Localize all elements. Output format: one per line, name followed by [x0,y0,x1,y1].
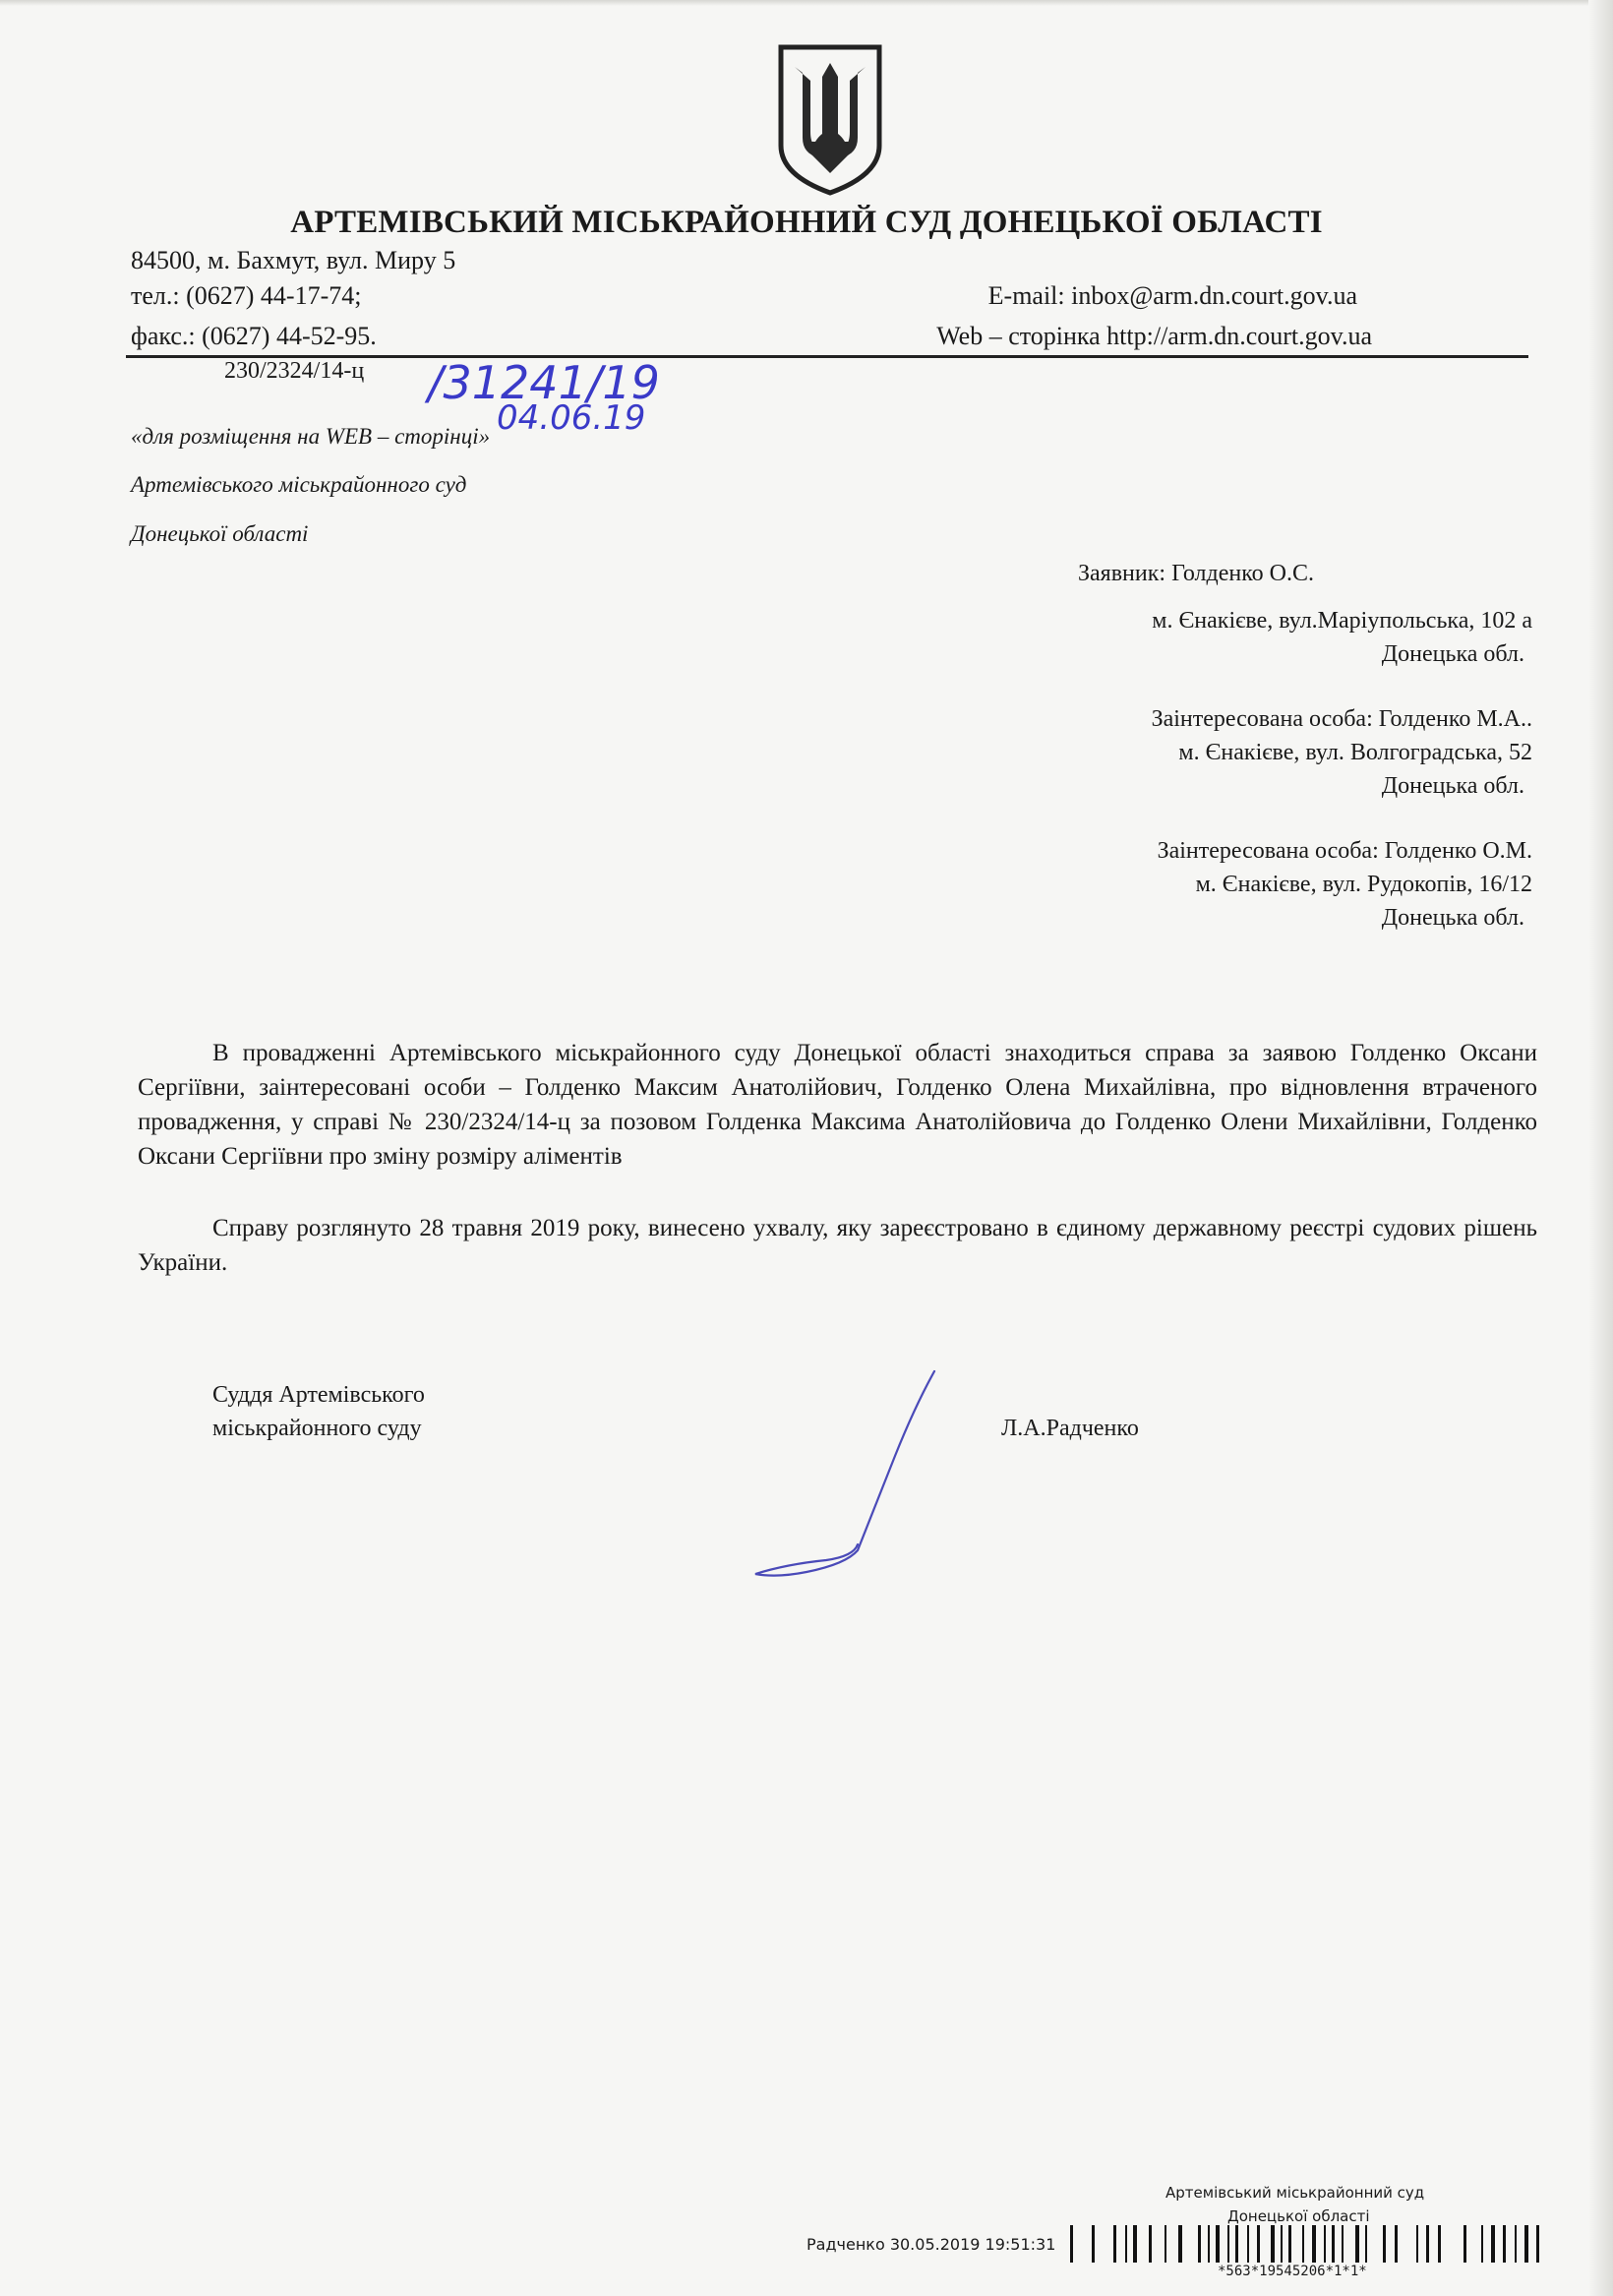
applicant-region: Донецька обл. [1381,641,1524,667]
court-fax: факс.: (0627) 44-52-95. [131,322,377,350]
applicant: Заявник: Голденко О.С. [1078,561,1314,586]
footer-court-region: Донецької області [1227,2207,1370,2225]
case-number: 230/2324/14-ц [224,358,365,384]
interested-party-2-address: м. Єнакієве, вул. Рудокопів, 16/12 [1195,872,1532,897]
handwritten-date: 04.06.19 [497,398,646,438]
barcode-text: *563*19545206*1*1* [1218,2264,1367,2279]
applicant-address: м. Єнакієве, вул.Маріупольська, 102 а [1152,608,1532,634]
court-title: АРТЕМІВСЬКИЙ МІСЬКРАЙОННИЙ СУД ДОНЕЦЬКОЇ ОБЛАСТІ [290,205,1323,240]
judge-name: Л.А.Радченко [1001,1416,1139,1441]
interested-party-1-region: Донецька обл. [1381,773,1524,799]
interested-party-1-address: м. Єнакієве, вул. Волгоградська, 52 [1178,740,1532,765]
judge-title-line-2: міськрайонного суду [212,1416,422,1441]
footer-signature-stamp: Радченко 30.05.2019 19:51:31 [806,2235,1056,2254]
body-paragraph-1: В провадженні Артемівського міськрайонного суду Донецької області знаходиться справа за заявою Голденко Оксани Сергіївни, заінтересовані особи – Голденко Максим Анатолійович, Голденко Олена Михайлівна, про відновлення втраченого провадження, у справі № 230/2324/14-ц за позовом Голденка Максима Анатолійовича до Голденко Олени Михайлівни, Голденко Оксани Сергіївни про зміну розміру аліментів [138,1040,1537,1170]
destination-line-1: «для розміщення на WEB – сторінці» [131,424,491,449]
court-website: Web – сторінка http://arm.dn.court.gov.ua [936,322,1372,350]
court-email: E-mail: inbox@arm.dn.court.gov.ua [987,281,1357,310]
handwritten-outgoing-number: /31241/19 [428,356,660,409]
footer-court-name: Артемівський міськрайонний суд [1165,2184,1425,2202]
interested-party-2-region: Донецька обл. [1381,905,1524,931]
destination-line-2: Артемівського міськрайонного суд [131,472,467,497]
scan-edge-right [1588,0,1613,2296]
interested-party-2: Заінтересована особа: Голденко О.М. [1157,838,1532,864]
barcode-icon [1070,2225,1544,2263]
body-paragraph-2: Справу розглянуто 28 травня 2019 року, винесено ухвалу, яку зареєстровано в єдиному державному реєстрі судових рішень України. [138,1215,1537,1276]
destination-line-3: Донецької області [131,521,309,546]
trident-emblem-icon [775,43,885,197]
judge-title-line-1: Суддя Артемівського [212,1382,425,1408]
handwritten-signature-icon [747,1367,954,1584]
court-address: 84500, м. Бахмут, вул. Миру 5 [131,246,456,274]
scan-edge-top [0,0,1613,6]
court-phone: тел.: (0627) 44-17-74; [131,281,362,310]
interested-party-1: Заінтересована особа: Голденко М.А.. [1151,706,1532,732]
